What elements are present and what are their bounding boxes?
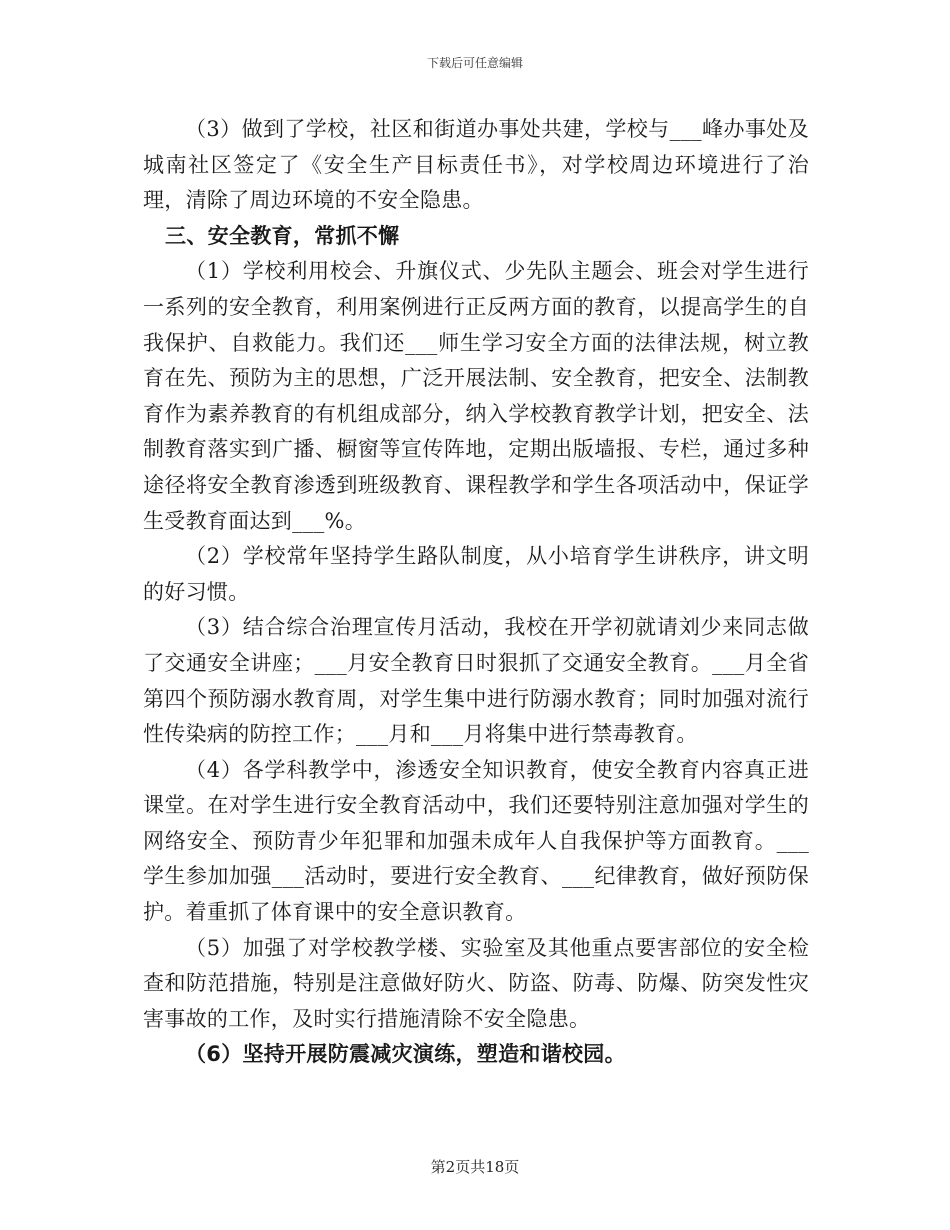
paragraph-3-continued: （3）做到了学校，社区和街道办事处共建，学校与___峰办事处及城南社区签定了《安全生产目标责任书》，对学校周边环境进行了治理，清除了周边环境的不安全隐患。 [143,117,809,213]
section-3-paragraph-6: （6）坚持开展防震减灾演练，塑造和谐校园。 [185,1042,626,1067]
document-body [143,112,809,1073]
section-3-paragraph-4: （4）各学科教学中，渗透安全知识教育，使安全教育内容真正进课堂。在对学生进行安全教育活动中，我们还要特别注意加强对学生的网络安全、预防青少年犯罪和加强未成年人自我保护等方面教育。___学生参加加强___活动时，要进行安全教育、___纪律教育，做好预防保护。着重抓了体育课中的安全意识教育。 [143,757,809,925]
section-3-paragraph-2: （2）学校常年坚持学生路队制度，从小培育学生讲秩序，讲文明的好习惯。 [143,544,809,604]
section-3-paragraph-1: （1）学校利用校会、升旗仪式、少先队主题会、班会对学生进行一系列的安全教育，利用案例进行正反两方面的教育，以提高学生的自我保护、自救能力。我们还___师生学习安全方面的法律法规，树立教育在先、预防为主的思想，广泛开展法制、安全教育，把安全、法制教育作为素养教育的有机组成部分，纳入学校教育教学计划，把安全、法制教育落实到广播、橱窗等宣传阵地，定期出版墙报、专栏，通过多种途径将安全教育渗透到班级教育、课程教学和学生各项活动中，保证学生受教育面达到___%。 [143,259,809,533]
page-header-note: 下载后可任意编辑 [426,56,523,70]
page-number: 第2页共18页 [430,1158,520,1176]
section-3-paragraph-3: （3）结合综合治理宣传月活动，我校在开学初就请刘少来同志做了交通安全讲座；___月安全教育日时狠抓了交通安全教育。___月全省第四个预防溺水教育周，对学生集中进行防溺水教育；同时加强对流行性传染病的防控工作；___月和___月将集中进行禁毒教育。 [143,615,809,747]
section-3-paragraph-5: （5）加强了对学校教学楼、实验室及其他重点要害部位的安全检查和防范措施，特别是注意做好防火、防盗、防毒、防爆、防突发性灾害事故的工作，及时实行措施清除不安全隐患。 [143,935,809,1031]
section-3-heading: 三、安全教育，常抓不懈 [165,223,400,248]
